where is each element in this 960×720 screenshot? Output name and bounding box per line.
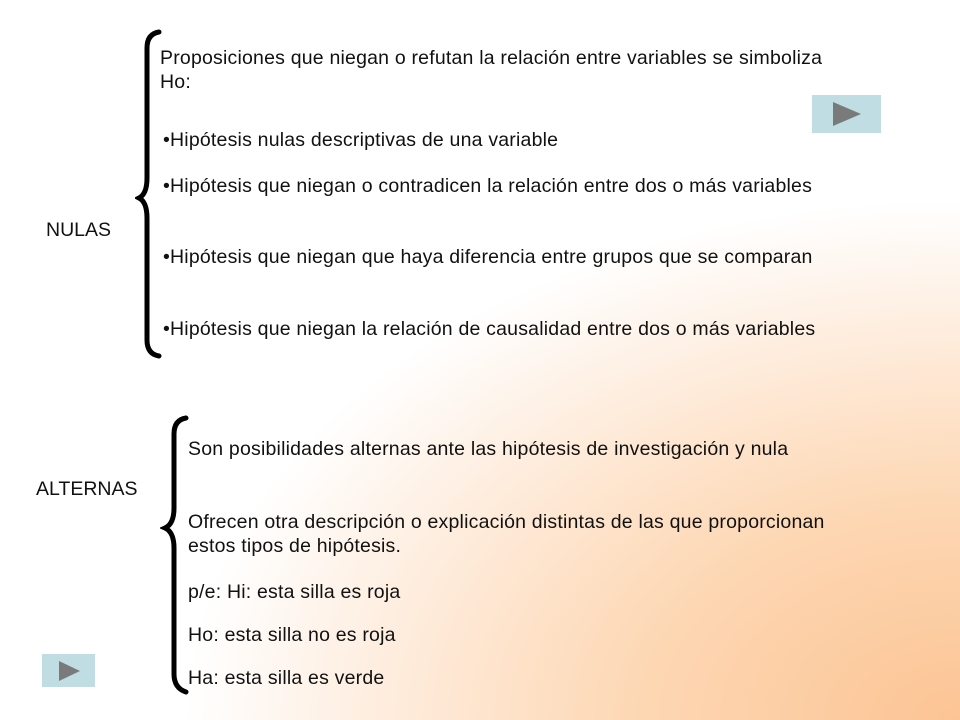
nulas-bullet-2: •Hipótesis que niegan o contradicen la relación entre dos o más variables	[163, 175, 813, 197]
alternas-line-4: Ho: esta silla no es roja	[188, 624, 396, 646]
nulas-intro: Proposiciones que niegan o refutan la relación entre variables se simboliza Ho:	[160, 47, 823, 93]
play-triangle-icon	[56, 660, 82, 682]
nulas-bullet-1: •Hipótesis nulas descriptivas de una variable	[163, 129, 559, 151]
alternas-line-1: Son posibilidades alternas ante las hipótesis de investigación y nula	[188, 438, 789, 460]
alternas-label: ALTERNAS	[36, 478, 138, 500]
nulas-bullet-3: •Hipótesis que niegan que haya diferencia entre grupos que se comparan	[163, 246, 813, 268]
alternas-line-3: p/e: Hi: esta silla es roja	[188, 581, 401, 603]
alternas-line-2: Ofrecen otra descripción o explicación distintas de las que proporcionan estos tipos de hipótesis.	[188, 511, 825, 557]
nulas-label: NULAS	[46, 219, 112, 241]
next-button-top[interactable]	[812, 95, 881, 133]
next-button-bottom[interactable]	[42, 654, 95, 687]
alternas-line-5: Ha: esta silla es verde	[188, 667, 385, 689]
nulas-bullet-4: •Hipótesis que niegan la relación de causalidad entre dos o más variables	[163, 318, 816, 340]
play-triangle-icon	[830, 101, 864, 127]
